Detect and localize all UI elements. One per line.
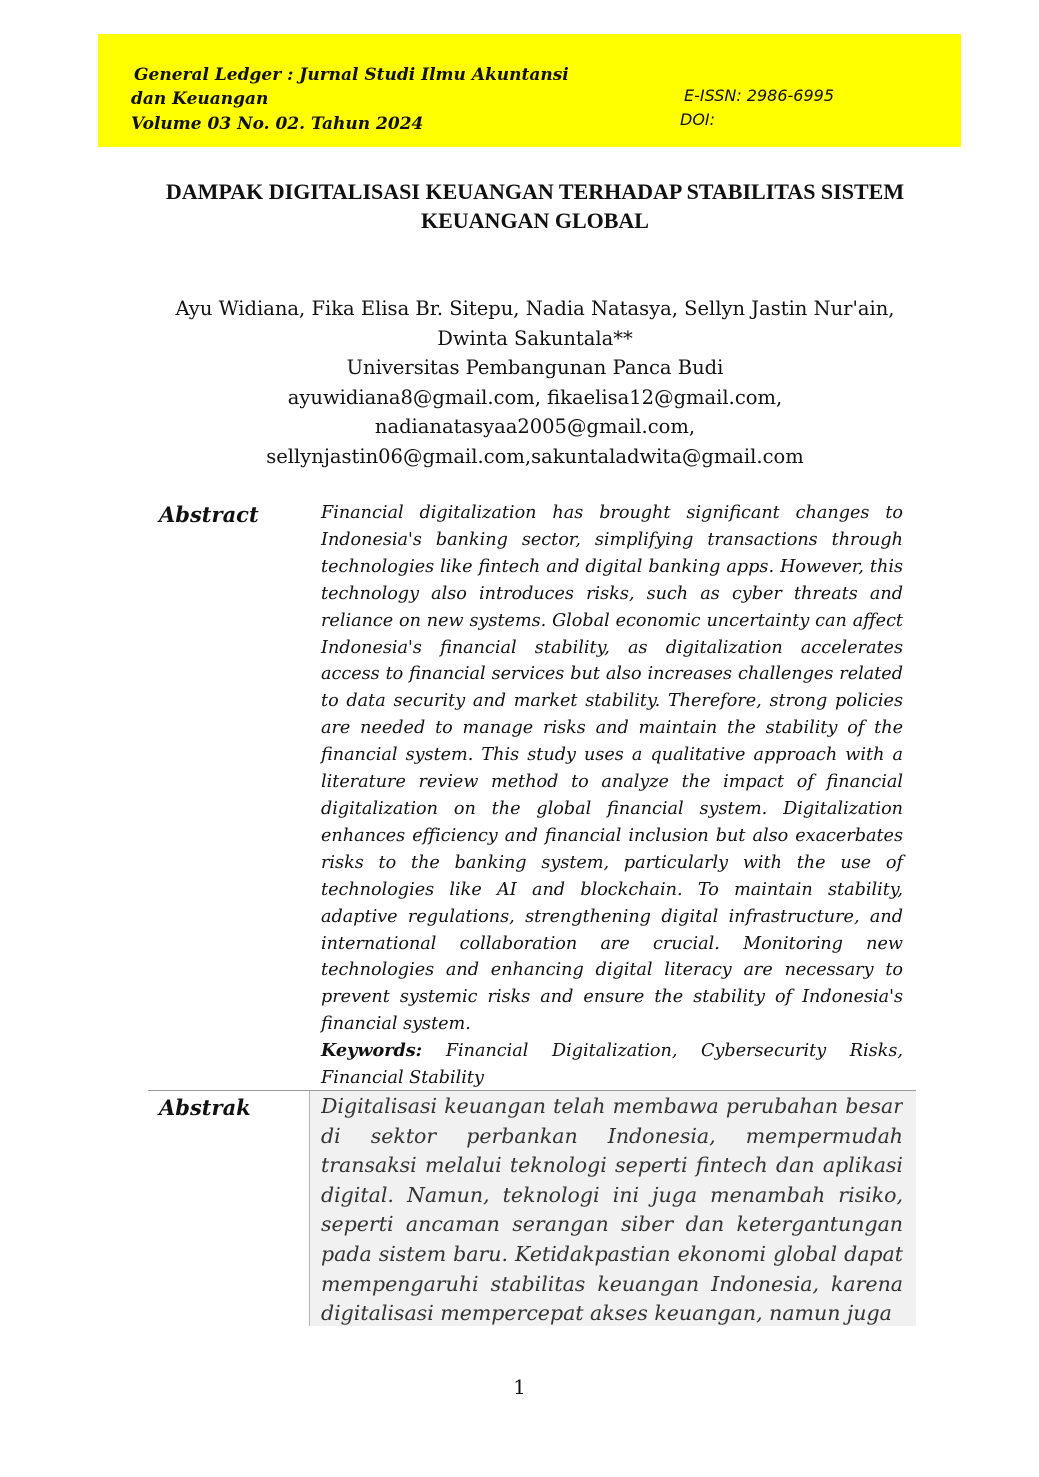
abstract-divider: [148, 1090, 916, 1091]
abstract-id-label: Abstrak: [159, 1095, 251, 1120]
paper-title: [120, 177, 950, 235]
paper-title-line-1: DAMPAK DIGITALISASI KEUANGAN TERHADAP STABILITAS SISTEM: [165, 179, 905, 204]
journal-name-line-1: General Ledger : Jurnal Studi Ilmu Akuntansi: [134, 65, 569, 85]
journal-eissn: E-ISSN: 2986-6995: [684, 86, 834, 105]
keywords-label: Keywords:: [321, 1040, 423, 1062]
author-names-line-2: Dwinta Sakuntala**: [437, 326, 633, 350]
journal-volume: Volume 03 No. 02. Tahun 2024: [131, 114, 424, 134]
author-emails-line-2: nadianatasyaa2005@gmail.com,: [374, 415, 696, 438]
author-emails-line-3: sellynjastin06@gmail.com,sakuntaladwita@gmail.com: [266, 444, 804, 468]
journal-name-line-2: dan Keuangan: [131, 89, 269, 109]
abstract-en-text: Financial digitalization has brought significant changes to Indonesia's banking sector, simplifying transactions through technologies like fintech and digital banking apps. However, this technology also introduces risks, such as cyber threats and reliance on new systems. Global economic uncertainty can affect Indonesia's financial stability, as digitalization accelerates access to financial services but also increases challenges related to data security and market stability. Therefore, strong policies are needed to manage risks and maintain the stability of the financial system. This study uses a qualitative approach with a literature review method to analyze the impact of financial digitalization on the global financial system. Digitalization enhances efficiency and financial inclusion but also exacerbates risks to the banking system, particularly with the use of technologies like AI and blockchain. To maintain stability, adaptive regulations, strengthening digital infrastructure, and international collaboration are crucial. Monitoring new technologies and enhancing digital literacy are necessary to prevent systemic risks and ensure the stability of Indonesia's financial system.: [321, 503, 903, 1035]
keywords-list: Financial Digitalization, Cybersecurity Risks, Financial Stability: [321, 1041, 903, 1089]
abstract-en: [321, 500, 903, 1092]
journal-doi: DOI:: [680, 110, 716, 129]
author-emails-line-1: ayuwidiana8@gmail.com, fikaelisa12@gmail.com,: [287, 385, 783, 409]
author-affiliation: Universitas Pembangunan Panca Budi: [346, 356, 724, 379]
author-block: [100, 294, 970, 471]
abstract-id-text: Digitalisasi keuangan telah membawa perubahan besar di sektor perbankan Indonesia, mempermudah transaksi melalui teknologi seperti fintech dan aplikasi digital. Namun, teknologi ini juga menambah risiko, seperti ancaman serangan siber dan ketergantungan pada sistem baru. Ketidakpastian ekonomi global dapat mempengaruhi stabilitas keuangan Indonesia, karena digitalisasi mempercepat akses keuangan, namun juga: [321, 1094, 903, 1326]
paper-title-line-2: KEUANGAN GLOBAL: [421, 208, 649, 233]
page-number: 1: [513, 1375, 526, 1399]
author-names-line-1: Ayu Widiana, Fika Elisa Br. Sitepu, Nadia Natasya, Sellyn Jastin Nur'ain,: [175, 297, 895, 320]
abstract-id-column-rule: [309, 1091, 310, 1326]
abstract-en-label: Abstract: [159, 502, 259, 527]
